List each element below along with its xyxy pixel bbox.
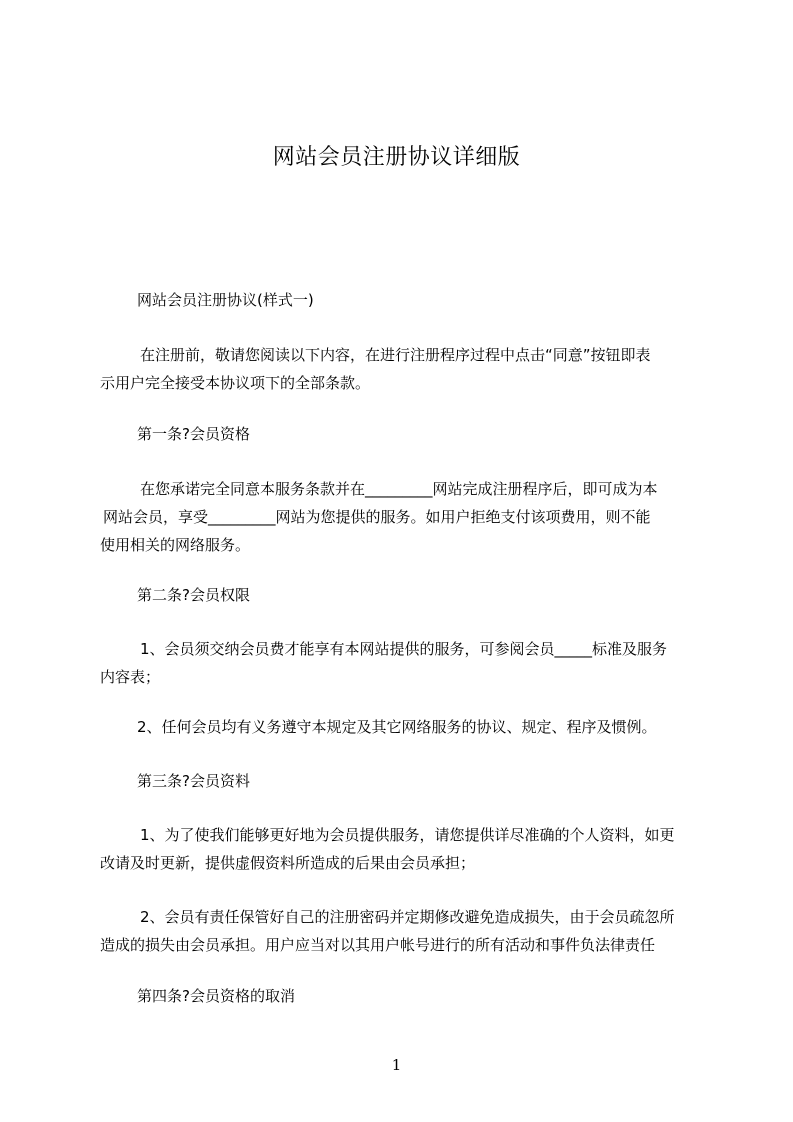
article-1-line-3: 使用相关的网络服务。 <box>100 536 251 554</box>
article-3-item-1-line-1: 1、为了使我们能够更好地为会员提供服务，请您提供详尽准确的个人资料，如更 <box>140 826 675 844</box>
article-1-line-2: 网站会员，享受_________网站为您提供的服务。如用户拒绝支付该项费用，则不能 <box>103 508 651 526</box>
intro-line-1: 在注册前，敬请您阅读以下内容，在进行注册程序过程中点击“同意”按钮即表 <box>140 346 651 364</box>
article-3-item-1-line-2: 改请及时更新，提供虚假资料所造成的后果由会员承担； <box>100 854 476 872</box>
article-4-heading: 第四条?会员资格的取消 <box>137 987 295 1005</box>
article-1-heading: 第一条?会员资格 <box>137 425 250 443</box>
intro-line-2: 示用户完全接受本协议项下的全部条款。 <box>100 374 371 392</box>
page-number: 1 <box>391 1056 402 1074</box>
article-1-line-1: 在您承诺完全同意本服务条款并在_________网站完成注册程序后，即可成为本 <box>140 480 658 498</box>
article-3-item-2-line-1: 2、会员有责任保管好自己的注册密码并定期修改避免造成损失，由于会员疏忽所 <box>140 908 675 926</box>
agreement-subtitle: 网站会员注册协议(样式一) <box>137 291 314 309</box>
article-2-item-1-line-2: 内容表； <box>100 668 161 686</box>
document-title: 网站会员注册协议详细版 <box>272 145 521 170</box>
article-2-item-2: 2、任何会员均有义务遵守本规定及其它网络服务的协议、规定、程序及惯例。 <box>137 718 657 736</box>
article-2-item-1-line-1: 1、会员须交纳会员费才能享有本网站提供的服务，可参阅会员_____标准及服务 <box>140 640 668 658</box>
article-3-heading: 第三条?会员资料 <box>137 772 250 790</box>
article-3-item-2-line-2: 造成的损失由会员承担。用户应当对以其用户帐号进行的所有活动和事件负法律责任 <box>100 936 656 954</box>
article-2-heading: 第二条?会员权限 <box>137 586 250 604</box>
